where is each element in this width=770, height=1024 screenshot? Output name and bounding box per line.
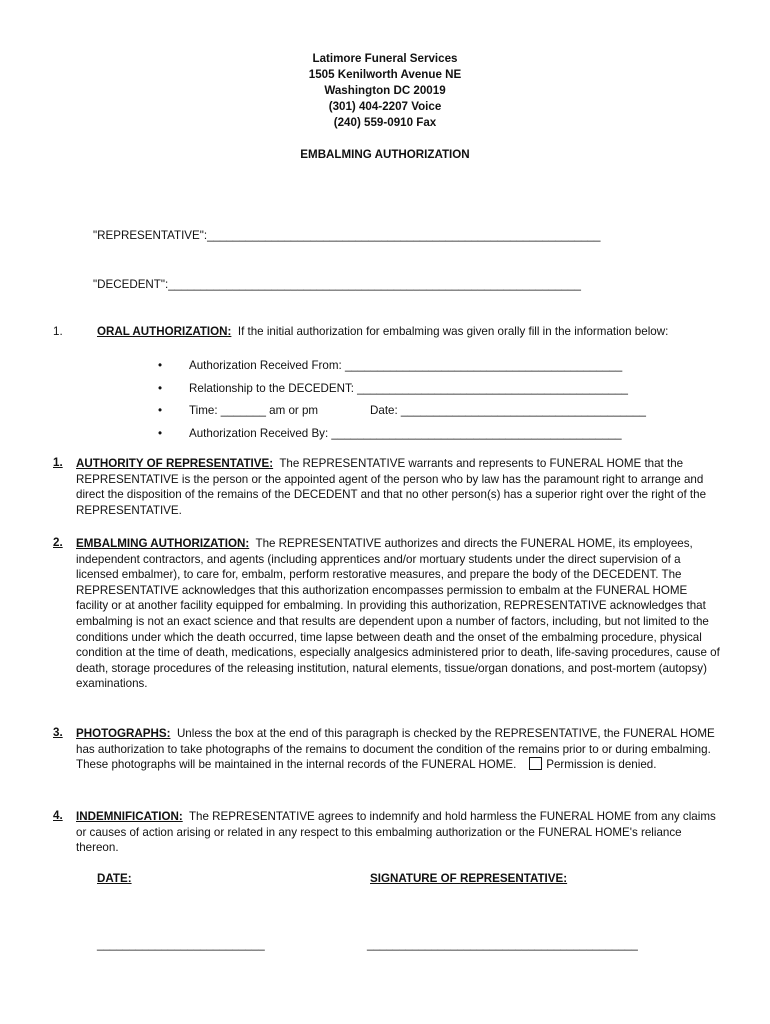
authority-section-number: 1. — [53, 456, 63, 469]
representative-field[interactable] — [93, 228, 600, 244]
representative-label: "REPRESENTATIVE": — [93, 229, 208, 242]
photographs-section — [76, 726, 722, 773]
bullet-icon: • — [158, 381, 163, 395]
bullet-icon: • — [158, 404, 163, 418]
decedent-label: "DECEDENT": — [93, 278, 169, 291]
embalming-section — [76, 536, 722, 692]
company-address: 1505 Kenilworth Avenue NE — [308, 68, 462, 81]
permission-denied-checkbox[interactable] — [529, 757, 542, 770]
authority-section-title: AUTHORITY OF REPRESENTATIVE: — [76, 457, 274, 470]
authority-section — [76, 456, 722, 518]
oral-section-text: If the initial authorization for embalming was given orally fill in the information below: — [237, 325, 669, 338]
received-from-field[interactable]: Authorization Received From: ___________________________________________ — [189, 359, 623, 372]
relationship-field[interactable]: Relationship to the DECEDENT: __________________________________________ — [189, 381, 628, 395]
list-item[interactable] — [158, 400, 646, 423]
company-fax: (240) 559-0910 Fax — [333, 116, 437, 129]
representative-blank[interactable]: _____________________________________________________________ — [207, 229, 601, 242]
authority-section-text: The REPRESENTATIVE warrants and represents to FUNERAL HOME that the REPRESENTATIVE is the person or the appointed agent of the person who by law has the paramount right to arrange and direct the disposition of the remains of the DECEDENT and that no other person(s) has a superior right over the right of the REPRESENTATIVE. — [76, 457, 707, 517]
embalming-section-text: The REPRESENTATIVE authorizes and directs the FUNERAL HOME, its employees, independent contractors, and agents (including apprentices and/or mortuary students under the direct supervision of a licensed embalmer), to care for, embalm, perform restorative measures, and prepare the body of the DECEDENT. The REPRESENTATIVE acknowledges that this authorization encompasses permission to embalm at the FUNERAL HOME facility or at another facility equipped for embalming. In providing this authorization, REPRESENTATIVE acknowledges that embalming is not an exact science and that results are dependent upon a number of factors, including, but not limited to the conditions under which the death occurred, time lapse between death and the onset of the embalming procedure, physical condition at the time of death, medications, especially analgesics administered prior to death, life-saving procedures, cause of death, storage procedures of the releasing institution, natural elements, tissue/organ donations, and post-mortem (autopsy) examinations. — [76, 537, 720, 691]
embalming-section-number: 2. — [53, 536, 63, 549]
decedent-blank[interactable]: ________________________________________________________________ — [168, 278, 581, 291]
received-by-field[interactable]: Authorization Received By: _____________________________________________ — [189, 426, 622, 440]
date-field[interactable]: Date: ______________________________________ — [370, 404, 646, 418]
company-name: Latimore Funeral Services — [312, 52, 458, 65]
permission-denied-label: Permission is denied. — [546, 758, 657, 772]
representative-signature-line[interactable]: __________________________________________ — [367, 938, 638, 951]
photographs-section-title: PHOTOGRAPHS: — [76, 727, 171, 740]
oral-section-title: ORAL AUTHORIZATION: — [97, 325, 232, 338]
photographs-section-number: 3. — [53, 726, 63, 739]
signature-label: SIGNATURE OF REPRESENTATIVE: — [370, 872, 568, 885]
oral-section-number: 1. — [53, 325, 63, 338]
indemnification-section-text: The REPRESENTATIVE agrees to indemnify and hold harmless the FUNERAL HOME from any claims or causes of action arising or related in any respect to this embalming authorization or the FUNERAL HOME's reliance thereon. — [76, 810, 716, 855]
time-field[interactable]: Time: _______ am or pm — [189, 404, 319, 418]
company-city: Washington DC 20019 — [324, 84, 446, 97]
bullet-icon: • — [158, 426, 163, 440]
list-item[interactable] — [158, 378, 646, 401]
date-label: DATE: — [97, 872, 132, 885]
indemnification-section-title: INDEMNIFICATION: — [76, 810, 183, 823]
embalming-section-title: EMBALMING AUTHORIZATION: — [76, 537, 250, 550]
date-signature-line[interactable]: __________________________ — [97, 938, 265, 951]
oral-section — [97, 325, 668, 338]
bullet-icon: • — [158, 359, 163, 372]
oral-details-list — [158, 355, 646, 445]
list-item[interactable] — [158, 423, 646, 446]
indemnification-section-number: 4. — [53, 809, 63, 822]
list-item[interactable] — [158, 355, 646, 378]
document-title: EMBALMING AUTHORIZATION — [300, 148, 470, 161]
company-voice-phone: (301) 404-2207 Voice — [328, 100, 442, 113]
photographs-section-text: Unless the box at the end of this paragraph is checked by the REPRESENTATIVE, the FUNERAL HOME has authorization to take photographs of the remains to document the condition of the remains prior to or during embalming. These photographs will be maintained in the internal records of the FUNERAL HOME. — [76, 727, 715, 772]
decedent-field[interactable] — [93, 277, 581, 293]
indemnification-section — [76, 809, 722, 856]
letterhead — [0, 51, 770, 131]
